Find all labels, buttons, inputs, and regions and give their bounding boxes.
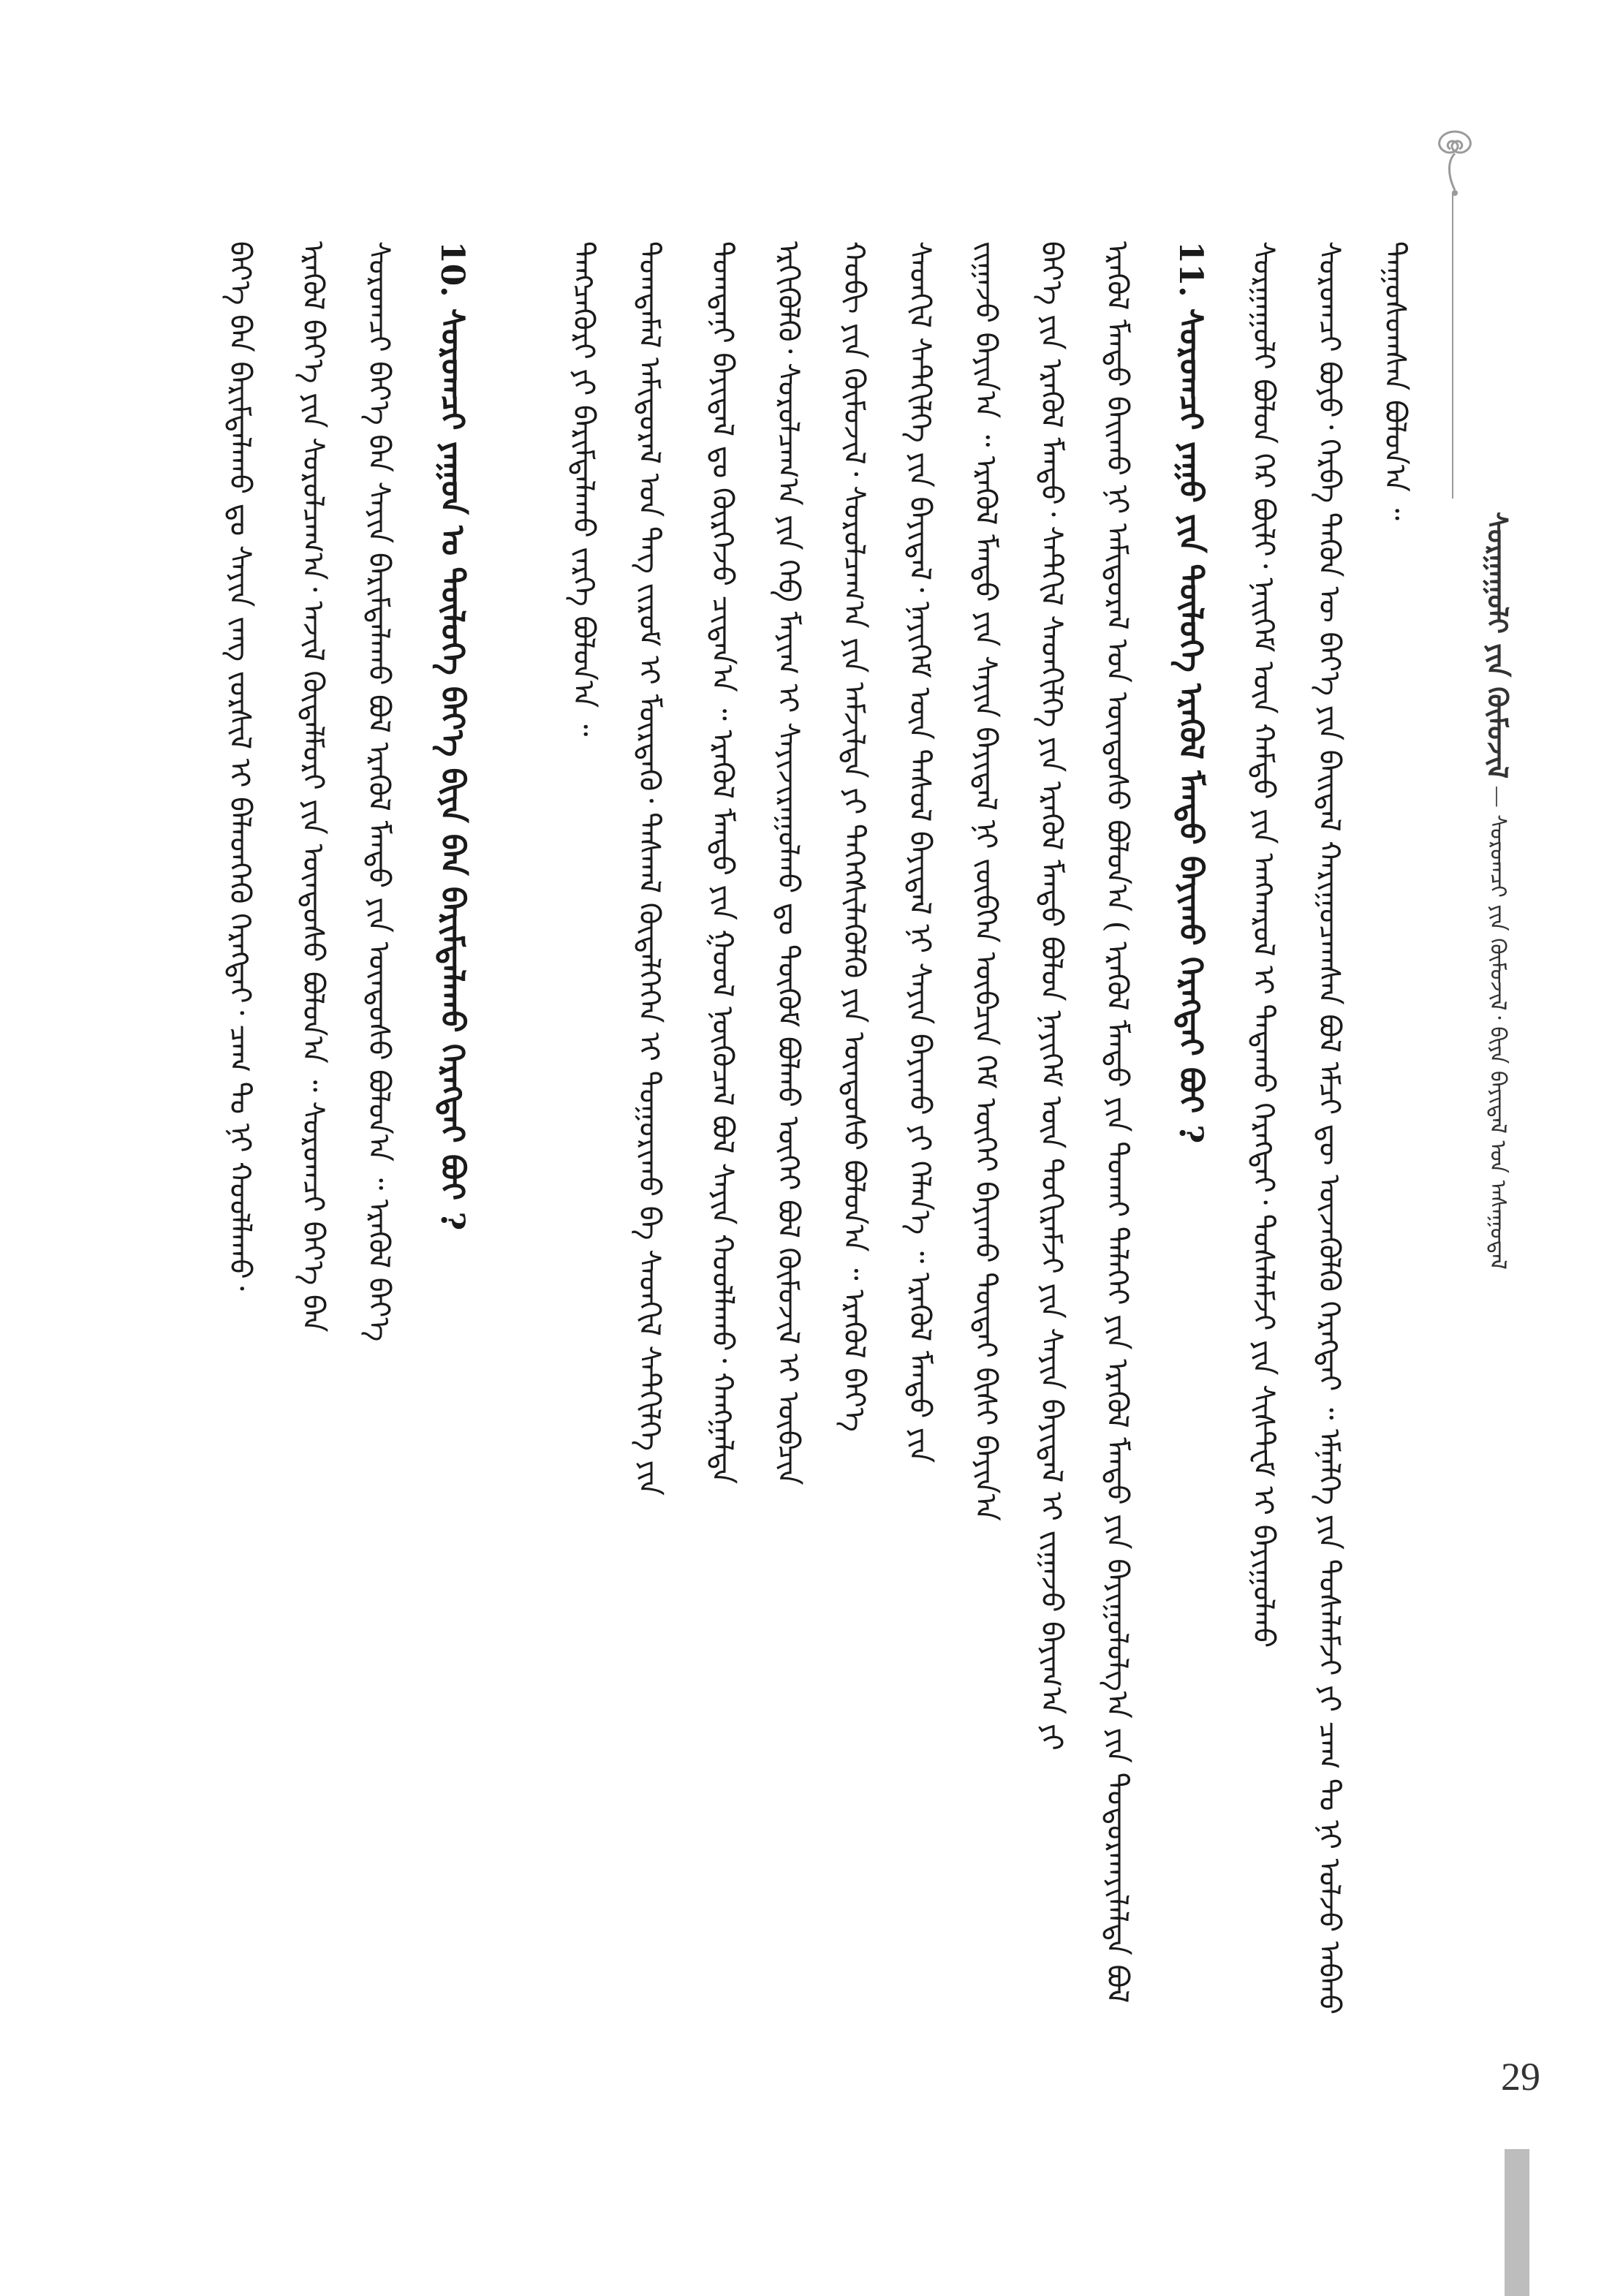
text-column: ᠰᠤᠷᠤᠭᠴᠢ ᠪᠤᠶᠤ᠂ ᠬᠡᠷᠪᠡ ᠲᠡᠭᠦᠨ ᠦ ᠪᠡᠶ᠎ᠡ ᠶᠢᠨ ᠪᠠᠢᠳᠠᠯ ᠬᠠᠷᠢᠭᠤᠴᠠᠭᠰᠠᠨ ᠪᠣᠯ ᠡᠮᠴᠢ ᠳᠦ ᠦᠵᠡᠭᠦᠯᠬᠦ ᠬᠡᠷᠡᠭᠲᠡᠢ ᠃ ᠡᠮᠨᠡᠯᠭᠡ ᠶᠢᠨ ᠲᠤᠰᠠᠯᠠᠮᠵᠢ ᠶᠢ ᠴᠠᠭ ᠲᠤ ᠨᠢ ᠣᠯᠵᠤ ᠠᠪᠬᠤ [1312,241,1346,2015]
section-heading-10: 10. ᠰᠤᠷᠤᠭᠴᠢ ᠶᠠᠭᠤᠨ ᠤ ᠲᠥᠯᠦᠭᠡ ᠪᠡᠶ᠎ᠡ ᠪᠢᠶᠡ ᠪᠡᠨ ᠪᠠᠷᠢᠮᠲᠠᠯᠠᠬᠤ ᠬᠡᠷᠡᠭᠲᠡᠢ ᠪᠤᠢ ? [434,241,471,1231]
running-header-bold: ᠰᠤᠷᠭᠠᠭᠤᠯᠢ ᠶᠢᠨ ᠬᠦᠮᠦᠵᠢᠯ [1481,512,1514,779]
text-column: ᠳᠠᠭᠤᠰᠤᠭᠰᠠᠨ ᠪᠣᠯᠤᠨ᠎ᠠ ᠃ [1378,241,1412,520]
text-column [497,241,538,2171]
header-rule [1452,192,1453,499]
page-number: 29 [1501,2055,1540,2099]
text-column: ᠪᠡᠶ᠎ᠡ ᠪᠡᠨ ᠪᠠᠷᠢᠮᠲᠠᠯᠠᠬᠤ ᠳᠤ ᠰᠠᠶᠢᠨ ᠵᠠᠩ ᠵᠤᠷᠰᠢᠯ ᠢ ᠪᠡᠯᠡᠳᠬᠡᠬᠦ ᠬᠡᠷᠡᠭᠲᠡᠢ᠂ ᠴᠠᠭ ᠲᠤ ᠨᠢ ᠬᠣᠣᠯᠯᠠᠬᠤ᠂ [223,241,257,1291]
text-column: ᠲᠡᠩᠴᠡᠭᠦᠷᠢ ᠶᠢ ᠪᠠᠷᠢᠮᠲᠠᠯᠠᠬᠤ ᠵᠡᠷᠭᠡ ᠪᠣᠯᠤᠨ᠎ᠠ ᠃ [567,241,600,737]
page-edge-tab [1505,2149,1529,2296]
text-column: ᠵᠢᠭᠠᠵᠤ ᠪᠠᠶᠢᠨ᠎ᠠ ᠃ ᠡᠷᠡᠭᠦᠯ ᠮᠡᠨᠳᠦ ᠶᠢᠨ ᠰᠠᠶᠢᠨ ᠪᠠᠶᠢᠳᠠᠯ ᠨᠢ ᠵᠥᠪᠬᠡᠨ ᠥᠪᠴᠢᠨ ᠭᠡᠮ ᠦᠭᠡᠢ ᠪᠠᠶᠢᠬᠤ ᠲᠥᠳᠡᠢ ᠪᠢᠰᠢ ᠪᠠᠶᠢᠨ᠎ᠠ [969,241,1002,1521]
text-column: ᠡᠷᠡᠭᠦᠯ ᠪᠡᠶ᠎ᠡ ᠶᠢᠨ ᠰᠤᠷᠤᠯᠴᠠᠭ᠎ᠠ᠂ ᠠᠵᠢᠯ ᠬᠥᠳᠡᠯᠮᠦᠷᠢ ᠶᠢᠨ ᠦᠨᠳᠦᠰᠦ ᠪᠣᠯᠤᠨ᠎ᠠ ᠃ ᠰᠤᠷᠤᠭᠴᠢ ᠪᠡᠶ᠎ᠡ ᠪᠡᠨ [296,241,330,1333]
text-column: ᠬᠤᠪᠢ ᠶᠢᠨ ᠬᠦᠮᠦᠵᠢᠯ᠂ ᠰᠤᠷᠤᠯᠴᠠᠭ᠎ᠠ ᠶᠢᠨ ᠠᠮᠵᠢᠯᠲᠠ ᠶᠢ ᠳᠡᠭᠡᠭᠰᠢᠯᠡᠭᠦᠯᠬᠦ ᠶᠢᠨ ᠦᠨᠳᠦᠰᠦ ᠪᠣᠯᠤᠨ᠎ᠠ ᠃ ᠡᠷᠡᠭᠦᠯ ᠪᠡᠶ᠎ᠡ [837,241,871,1432]
body-text [219,241,1433,2171]
section-heading-11: 11. ᠰᠤᠷᠤᠭᠴᠢ ᠶᠠᠭᠤ ᠶᠢᠨ ᠲᠥᠯᠦᠭᠡ ᠡᠷᠡᠭᠦᠯ ᠮᠡᠨᠳᠦ ᠪᠠᠶᠢᠬᠤ ᠬᠡᠷᠡᠭᠲᠡᠢ ᠪᠤᠢ ? [1172,241,1209,1144]
ornament-flourish-icon [1411,117,1499,205]
text-column: ᠲᠣᠭᠲᠠᠨᠢ ᠪᠠᠶᠢᠳᠠᠯ ᠳᠤ ᠬᠦᠷᠭᠡᠵᠦ ᠴᠢᠳᠠᠨ᠎ᠠ ᠃ ᠡᠷᠡᠭᠦᠯ ᠮᠡᠨᠳᠦ ᠶᠢᠨ ᠭᠣᠣᠯ ᠨᠥᠬᠦᠴᠡᠯ ᠪᠣᠯ ᠰᠠᠶᠢᠨ ᠬᠣᠣᠯᠯᠠᠬᠤ᠂ ᠬᠠᠩᠭᠠᠯᠲᠠ [705,241,739,1485]
text-column: ᠡᠷᠭᠢᠭᠦᠯᠬᠦ᠂ ᠰᠤᠷᠤᠯᠴᠠᠭ᠎ᠠ ᠶᠢᠨ ᠬᠡᠪ ᠮᠠᠶᠢᠭ ᠢ ᠰᠠᠶᠢᠵᠢᠷᠠᠭᠤᠯᠬᠤ ᠳᠤ ᠳᠥᠬᠦᠮ ᠪᠣᠯᠬᠤ ᠦᠭᠡᠢ ᠪᠣᠯ ᠬᠦᠮᠦᠵᠢᠯ ᠢ ᠥᠪᠴᠢᠨ [771,241,805,1485]
text-column: ᠰᠡᠳᠬᠢᠯ ᠰᠡᠲᠬᠢᠯᠭᠡ ᠶᠢᠨ ᠪᠠᠶᠢᠳᠠᠯ᠂ ᠨᠡᠶᠢᠭᠡᠮ ᠦᠨ ᠳᠠᠰᠤᠯ ᠪᠠᠶᠢᠳᠠᠯ ᠨᠢ ᠰᠠᠶᠢᠨ ᠪᠠᠶᠢᠬᠤ ᠶᠢ ᠬᠡᠯᠡᠨ᠎ᠡ ᠃ ᠡᠷᠡᠭᠦᠯ ᠮᠡᠨᠳᠦ ᠶᠢᠨ [903,241,937,1463]
running-header-text: ᠰᠤᠷᠤᠭᠴᠢ ᠶᠢᠨ ᠬᠦᠮᠦᠵᠢᠯ᠂ ᠪᠢᠶᠡ ᠪᠠᠶᠢᠳᠠᠯ ᠤᠨ ᠠᠰᠠᠭᠤᠳᠠᠯ [1485,814,1510,1270]
running-header-dash: — [1485,785,1510,808]
text-column: ᠰᠤᠷᠤᠭᠴᠢ ᠪᠡᠶ᠎ᠡ ᠪᠡᠨ ᠰᠠᠶᠢᠨ ᠪᠠᠷᠢᠮᠲᠠᠯᠠᠬᠤ ᠪᠣᠯ ᠡᠷᠡᠭᠦᠯ ᠮᠡᠨᠳᠦ ᠶᠢᠨ ᠦᠨᠳᠦᠰᠦ ᠪᠣᠯᠤᠨ᠎ᠠ ᠃ ᠡᠷᠡᠭᠦᠯ ᠪᠡᠶ᠎ᠡ [362,241,396,1342]
text-column: ᠡᠷᠡᠭᠦᠯ ᠮᠡᠨᠳᠦ ᠪᠠᠢᠬᠤ ᠨᠢ ᠠᠮᠢᠳᠤᠷᠠᠯ ᠤᠨ ᠦᠨᠳᠦᠰᠦ ᠪᠣᠯᠤᠨ᠎ᠠ ( ᠡᠷᠡᠭᠦᠯ ᠮᠡᠨᠳᠦ ᠶᠢᠨ ᠲᠤᠬᠠᠢ ᠳᠡᠯᠡᠬᠡᠢ ᠶᠢᠨ ᠡᠷᠡᠭᠦᠯ ᠮᠡᠨᠳᠦ ᠶᠢᠨ ᠪᠠᠶᠢᠭᠤᠯᠤᠯᠭ᠎ᠠ ᠶᠢᠨ ᠲᠣᠳᠣᠷᠬᠠᠶᠢᠯᠠᠯᠲᠠ ᠪᠣᠯ [1100,241,1134,2004]
text-column: ᠰᠤᠷᠭᠠᠭᠤᠯᠢ ᠪᠣᠯᠤᠨ ᠭᠡᠷ ᠪᠦᠯᠢ᠂ ᠨᠡᠢᠭᠡᠮ ᠦᠨ ᠬᠠᠮᠲᠤ ᠶᠢᠨ ᠠᠩᠬᠠᠷᠤᠯ ᠢ ᠲᠠᠲᠠᠬᠤ ᠬᠡᠷᠡᠭᠲᠡᠢ᠂ ᠲᠤᠰᠠᠯᠠᠮᠵᠢ ᠶᠢᠨ ᠰᠢᠰᠲ᠋ᠧᠮ ᠢ ᠪᠠᠶᠢᠭᠤᠯᠬᠤ [1246,241,1280,1648]
running-header [1483,512,1512,1270]
text-column: ᠪᠡᠶ᠎ᠡ ᠶᠢᠨ ᠡᠷᠡᠭᠦᠯ ᠮᠡᠨᠳᠦ᠂ ᠰᠡᠲᠬᠢᠯ ᠰᠡᠳᠬᠢᠯᠭᠡ ᠶᠢᠨ ᠡᠷᠡᠭᠦᠯ ᠮᠡᠨᠳᠦ ᠪᠣᠯᠤᠨ ᠨᠡᠶᠢᠭᠡᠮ ᠦᠨ ᠲᠣᠬᠢᠷᠠᠮᠵᠢ ᠶᠢᠨ ᠰᠠᠶᠢᠨ ᠪᠠᠶᠢᠳᠠᠯ ᠢ ᠵᠢᠭᠠᠵᠤ ᠪᠠᠶᠢᠭ᠎ᠠ ᠶᠢ [1034,241,1068,1751]
text-column: ᠲᠣᠭᠲᠠᠮᠠᠯ ᠠᠮᠢᠳᠤᠷᠠᠯ ᠤᠨ ᠳᠡᠭ ᠵᠢᠷᠤᠮ ᠢ ᠮᠥᠷᠳᠡᠬᠦ᠂ ᠳᠠᠰᠬᠠᠯ ᠬᠥᠳᠡᠯᠭᠡᠭᠡᠨ ᠢ ᠲᠤᠭᠤᠷᠢᠬᠤ ᠪᠠ ᠰᠡᠳᠬᠢᠯ ᠰᠡᠲᠬᠢᠯᠭᠡ ᠶᠢᠨ [632,241,666,1496]
